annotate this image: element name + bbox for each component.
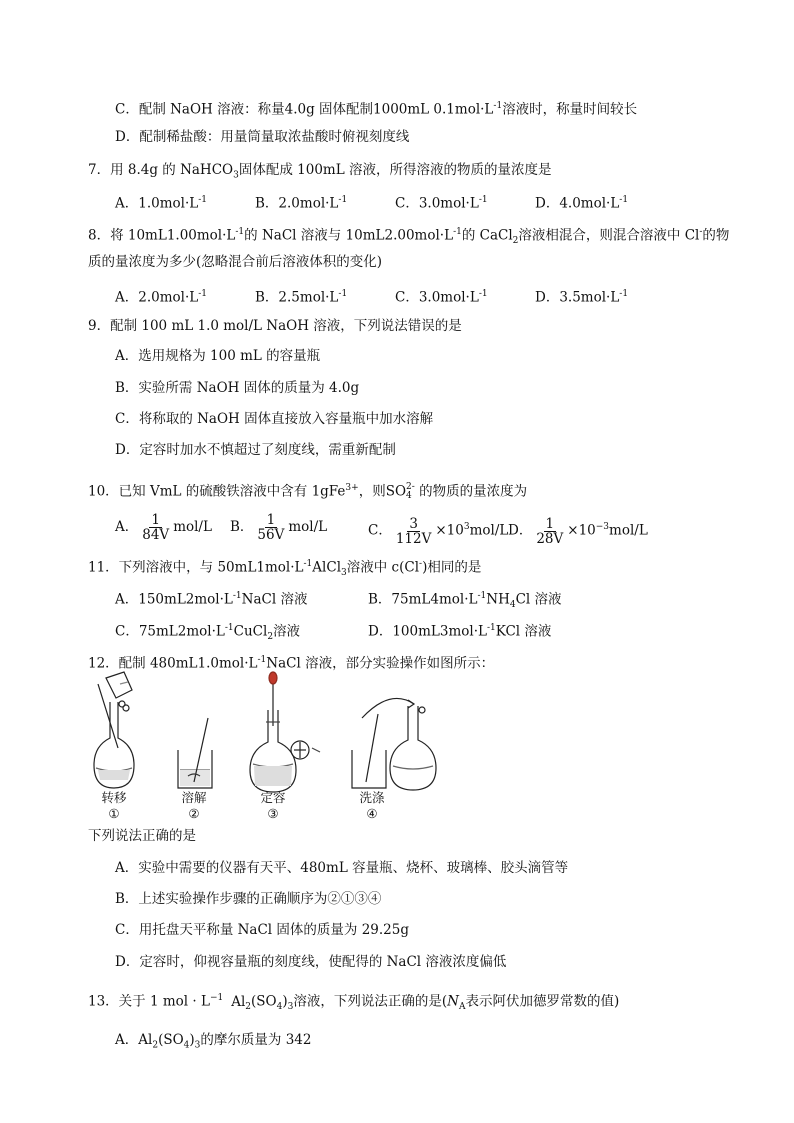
q10-stem: 10．已知 VmL 的硫酸铁溶液中含有 1gFe$^{3+}$，则SO 2- 4 的物质的量浓度为: [88, 482, 528, 501]
q7-option-b: B．$2.0mol\cdot L^{-1}$: [255, 195, 348, 212]
q12-stem: 12．配制 $480mL1.0mol\cdot L^{-1}NaCl$ 溶液，部分实验操作如图所示：: [88, 655, 495, 672]
q10-option-a: A． $\frac{1}{84V}$ mol/L: [115, 512, 212, 543]
q12-option-c: C．用托盘天平称量 NaCl 固体的质量为 29.25g: [115, 922, 410, 938]
q12-option-d: D．定容时，仰视容量瓶的刻度线，使配得的 NaCl 溶液浓度偏低: [115, 954, 507, 970]
figure-label-wash: 洗涤: [359, 790, 385, 805]
q8-stem-line1: 8．将 $10mL1.00mol\cdot L^{-1}$的 NaCl 溶液与 $10mL2.00mol\cdot L^{-1}$的 CaCl$_2$溶液相混合，则混合溶液中 Cl-的物: [88, 227, 730, 247]
q12-question: 下列说法正确的是: [88, 828, 196, 844]
q11-option-a: A．$150mL2mol\cdot L^{-1}NaCl$ 溶液: [115, 591, 308, 608]
transfer-apparatus: [94, 672, 134, 788]
figure-label-volume: 定容: [260, 790, 286, 805]
q11-stem: 11．下列溶液中，与 $50mL1mol\cdot L^{-1}AlCl_3$溶液中 c(Cl-)相同的是: [88, 559, 482, 579]
volume-apparatus: [250, 672, 320, 792]
q7-option-a: A．$1.0mol\cdot L^{-1}$: [115, 195, 208, 212]
q9-option-d: D．定容时加水不慎超过了刻度线，需重新配制: [115, 442, 396, 458]
figure-number-3: ③: [267, 806, 279, 821]
q8-option-c: C．$3.0mol\cdot L^{-1}$: [395, 289, 488, 306]
q10-option-c: C． $\frac{3}{112V}$ $\times 10^3mol/L$: [368, 515, 509, 547]
wash-apparatus: [352, 698, 436, 790]
figure-number-4: ④: [366, 806, 378, 821]
q6-option-c: C．配制 NaOH 溶液：称量4.0g 固体配制1000mL $0.1mol\cdot L^{-1}$溶液时，称量时间较长: [115, 101, 638, 118]
figure-number-2: ②: [188, 806, 200, 821]
q11-option-d: D．$100mL3mol\cdot L^{-1}KCl$ 溶液: [368, 623, 552, 640]
q8-option-a: A．$2.0mol\cdot L^{-1}$: [115, 289, 208, 306]
figure-label-transfer: 转移: [101, 790, 127, 805]
q11-option-c: C．$75mL2mol\cdot L^{-1}CuCl_2$溶液: [115, 623, 301, 643]
figure-label-dissolve: 溶解: [181, 790, 207, 805]
q8-option-d: D．$3.5mol\cdot L^{-1}$: [535, 289, 629, 306]
q7-option-d: D．$4.0mol\cdot L^{-1}$: [535, 195, 629, 212]
q7-option-c: C．$3.0mol\cdot L^{-1}$: [395, 195, 488, 212]
figure-number-1: ①: [108, 806, 120, 821]
q8-stem-line2: 质的量浓度为多少(忽略混合前后溶液体积的变化): [88, 254, 383, 270]
q12-option-a: A．实验中需要的仪器有天平、480mL 容量瓶、烧杯、玻璃棒、胶头滴管等: [115, 860, 569, 876]
q6-option-d: D．配制稀盐酸：用量筒量取浓盐酸时俯视刻度线: [115, 129, 410, 145]
q12-figure: [90, 670, 450, 820]
dissolve-apparatus: [178, 718, 212, 788]
q8-option-b: B．$2.5mol\cdot L^{-1}$: [255, 289, 348, 306]
q12-option-b: B．上述实验操作步骤的正确顺序为②①③④: [115, 891, 382, 907]
q10-option-b: B． $\frac{1}{56V}$ mol/L: [230, 512, 328, 543]
q11-option-b: B．$75mL4mol\cdot L^{-1}NH_4Cl$ 溶液: [368, 591, 562, 611]
q7-stem: 7．用 8.4g 的 NaHCO$_3$固体配成 100mL 溶液，所得溶液的物质的量浓度是: [88, 162, 552, 181]
q9-option-b: B．实验所需 NaOH 固体的质量为 4.0g: [115, 380, 360, 396]
q9-stem: 9．配制 100 mL 1.0 mol/L NaOH 溶液，下列说法错误的是: [88, 318, 462, 334]
q13-stem: 13．关于 1 mol · $L^{-1}$ $Al_2(SO_4)_3$溶液，下列说法正确的是($N_A$表示阿伏加德罗常数的值): [88, 993, 620, 1013]
q13-option-a: A．$Al_2(SO_4)_3$的摩尔质量为 342: [115, 1032, 312, 1051]
q9-option-c: C．将称取的 NaOH 固体直接放入容量瓶中加水溶解: [115, 411, 434, 427]
q9-option-a: A．选用规格为 100 mL 的容量瓶: [115, 348, 321, 364]
q10-option-d: D． $\frac{1}{28V}$ $\times 10^{-3}mol/L$: [508, 515, 648, 547]
